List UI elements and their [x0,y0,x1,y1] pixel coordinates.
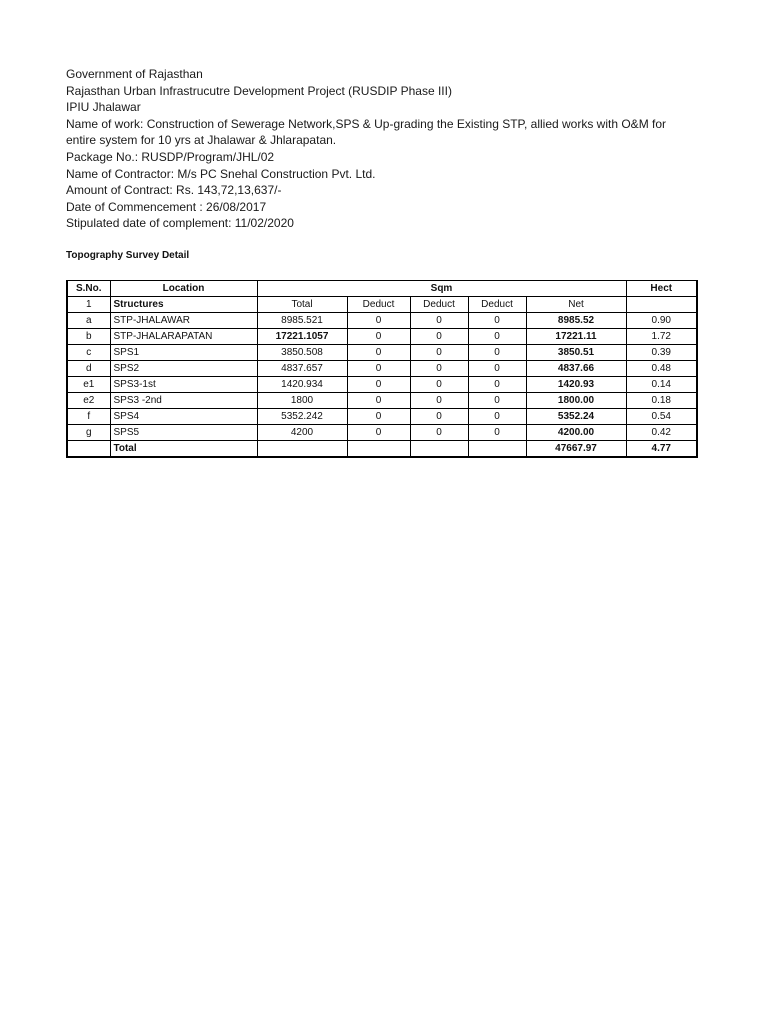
total-deduct-1-empty [347,441,410,458]
row-net: 3850.51 [526,345,626,361]
row-structure: SPS5 [110,425,257,441]
row-hect: 0.14 [626,377,697,393]
total-deduct-3-empty [468,441,526,458]
topography-survey-table [66,280,698,458]
row-hect: 0.54 [626,409,697,425]
row-deduct-3: 0 [468,329,526,345]
row-deduct-1: 0 [347,345,410,361]
row-sno: f [67,409,110,425]
total-total-empty [257,441,347,458]
row-deduct-2: 0 [410,393,468,409]
row-total: 1800 [257,393,347,409]
row-total: 8985.521 [257,313,347,329]
header-line-commencement-date: Date of Commencement : 26/08/2017 [66,199,267,214]
subheader-deduct-1: Deduct [347,297,410,313]
row-net: 4200.00 [526,425,626,441]
table-row [67,425,697,441]
row-deduct-3: 0 [468,425,526,441]
row-deduct-1: 0 [347,393,410,409]
row-net: 1800.00 [526,393,626,409]
row-total: 1420.934 [257,377,347,393]
header-location: Location [110,281,257,297]
project-header [66,66,696,232]
row-hect: 1.72 [626,329,697,345]
row-net: 4837.66 [526,361,626,377]
header-line-contractor: Name of Contractor: M/s PC Snehal Construction Pvt. Ltd. [66,166,376,181]
row-hect: 0.48 [626,361,697,377]
row-total: 17221.1057 [257,329,347,345]
table-row [67,313,697,329]
row-deduct-3: 0 [468,393,526,409]
header-line-government: Government of Rajasthan [66,67,203,81]
header-line-project: Rajasthan Urban Infrastrucutre Development Project (RUSDIP Phase III) [66,83,452,98]
row-structure: SPS3 -2nd [110,393,257,409]
header-line-contract-amount: Amount of Contract: Rs. 143,72,13,637/- [66,183,282,198]
header-sqm: Sqm [257,281,626,297]
header-hect: Hect [626,281,697,297]
row-deduct-1: 0 [347,361,410,377]
row-hect: 0.18 [626,393,697,409]
row-deduct-2: 0 [410,409,468,425]
row-total: 4837.657 [257,361,347,377]
table-row [67,361,697,377]
subheader-structures: Structures [110,297,257,313]
row-deduct-2: 0 [410,313,468,329]
subheader-hect-empty [626,297,697,313]
row-deduct-3: 0 [468,361,526,377]
total-sno-empty [67,441,110,458]
total-label: Total [110,441,257,458]
row-deduct-1: 0 [347,313,410,329]
row-deduct-2: 0 [410,345,468,361]
row-deduct-3: 0 [468,377,526,393]
row-structure: SPS1 [110,345,257,361]
row-net: 8985.52 [526,313,626,329]
row-total: 5352.242 [257,409,347,425]
header-line-completion-date: Stipulated date of complement: 11/02/2020 [66,216,294,231]
subheader-net: Net [526,297,626,313]
row-deduct-1: 0 [347,329,410,345]
subheader-deduct-3: Deduct [468,297,526,313]
header-line-name-of-work: Name of work: Construction of Sewerage Network,SPS & Up-grading the Existing STP, allied works with O&M for entire system for 10 yrs at Jhalawar & Jhlarapatan. [66,116,667,148]
table-row [67,409,697,425]
table-subheader-row [67,297,697,313]
row-net: 5352.24 [526,409,626,425]
row-structure: SPS4 [110,409,257,425]
row-deduct-1: 0 [347,425,410,441]
subheader-sno: 1 [67,297,110,313]
section-title: Topography Survey Detail [66,250,190,261]
subheader-total: Total [257,297,347,313]
total-deduct-2-empty [410,441,468,458]
total-hect: 4.77 [626,441,697,458]
row-deduct-3: 0 [468,409,526,425]
row-net: 17221.11 [526,329,626,345]
row-deduct-2: 0 [410,377,468,393]
row-structure: SPS2 [110,361,257,377]
row-sno: g [67,425,110,441]
row-sno: e2 [67,393,110,409]
header-line-ipiu: IPIU Jhalawar [66,100,141,115]
row-deduct-2: 0 [410,425,468,441]
row-sno: b [67,329,110,345]
row-structure: SPS3-1st [110,377,257,393]
row-hect: 0.90 [626,313,697,329]
row-deduct-2: 0 [410,361,468,377]
row-structure: STP-JHALAWAR [110,313,257,329]
table-row [67,377,697,393]
table-row [67,329,697,345]
row-deduct-1: 0 [347,377,410,393]
header-line-package-no: Package No.: RUSDP/Program/JHL/02 [66,149,275,164]
row-deduct-3: 0 [468,345,526,361]
row-sno: a [67,313,110,329]
header-sno: S.No. [67,281,110,297]
row-sno: d [67,361,110,377]
row-total: 4200 [257,425,347,441]
row-structure: STP-JHALARAPATAN [110,329,257,345]
row-hect: 0.39 [626,345,697,361]
row-total: 3850.508 [257,345,347,361]
table-row [67,345,697,361]
subheader-deduct-2: Deduct [410,297,468,313]
row-sno: e1 [67,377,110,393]
row-deduct-1: 0 [347,409,410,425]
row-deduct-2: 0 [410,329,468,345]
total-net: 47667.97 [526,441,626,458]
row-net: 1420.93 [526,377,626,393]
row-deduct-3: 0 [468,313,526,329]
row-sno: c [67,345,110,361]
table-total-row [67,441,697,458]
row-hect: 0.42 [626,425,697,441]
table-row [67,393,697,409]
table-header-row [67,281,697,297]
